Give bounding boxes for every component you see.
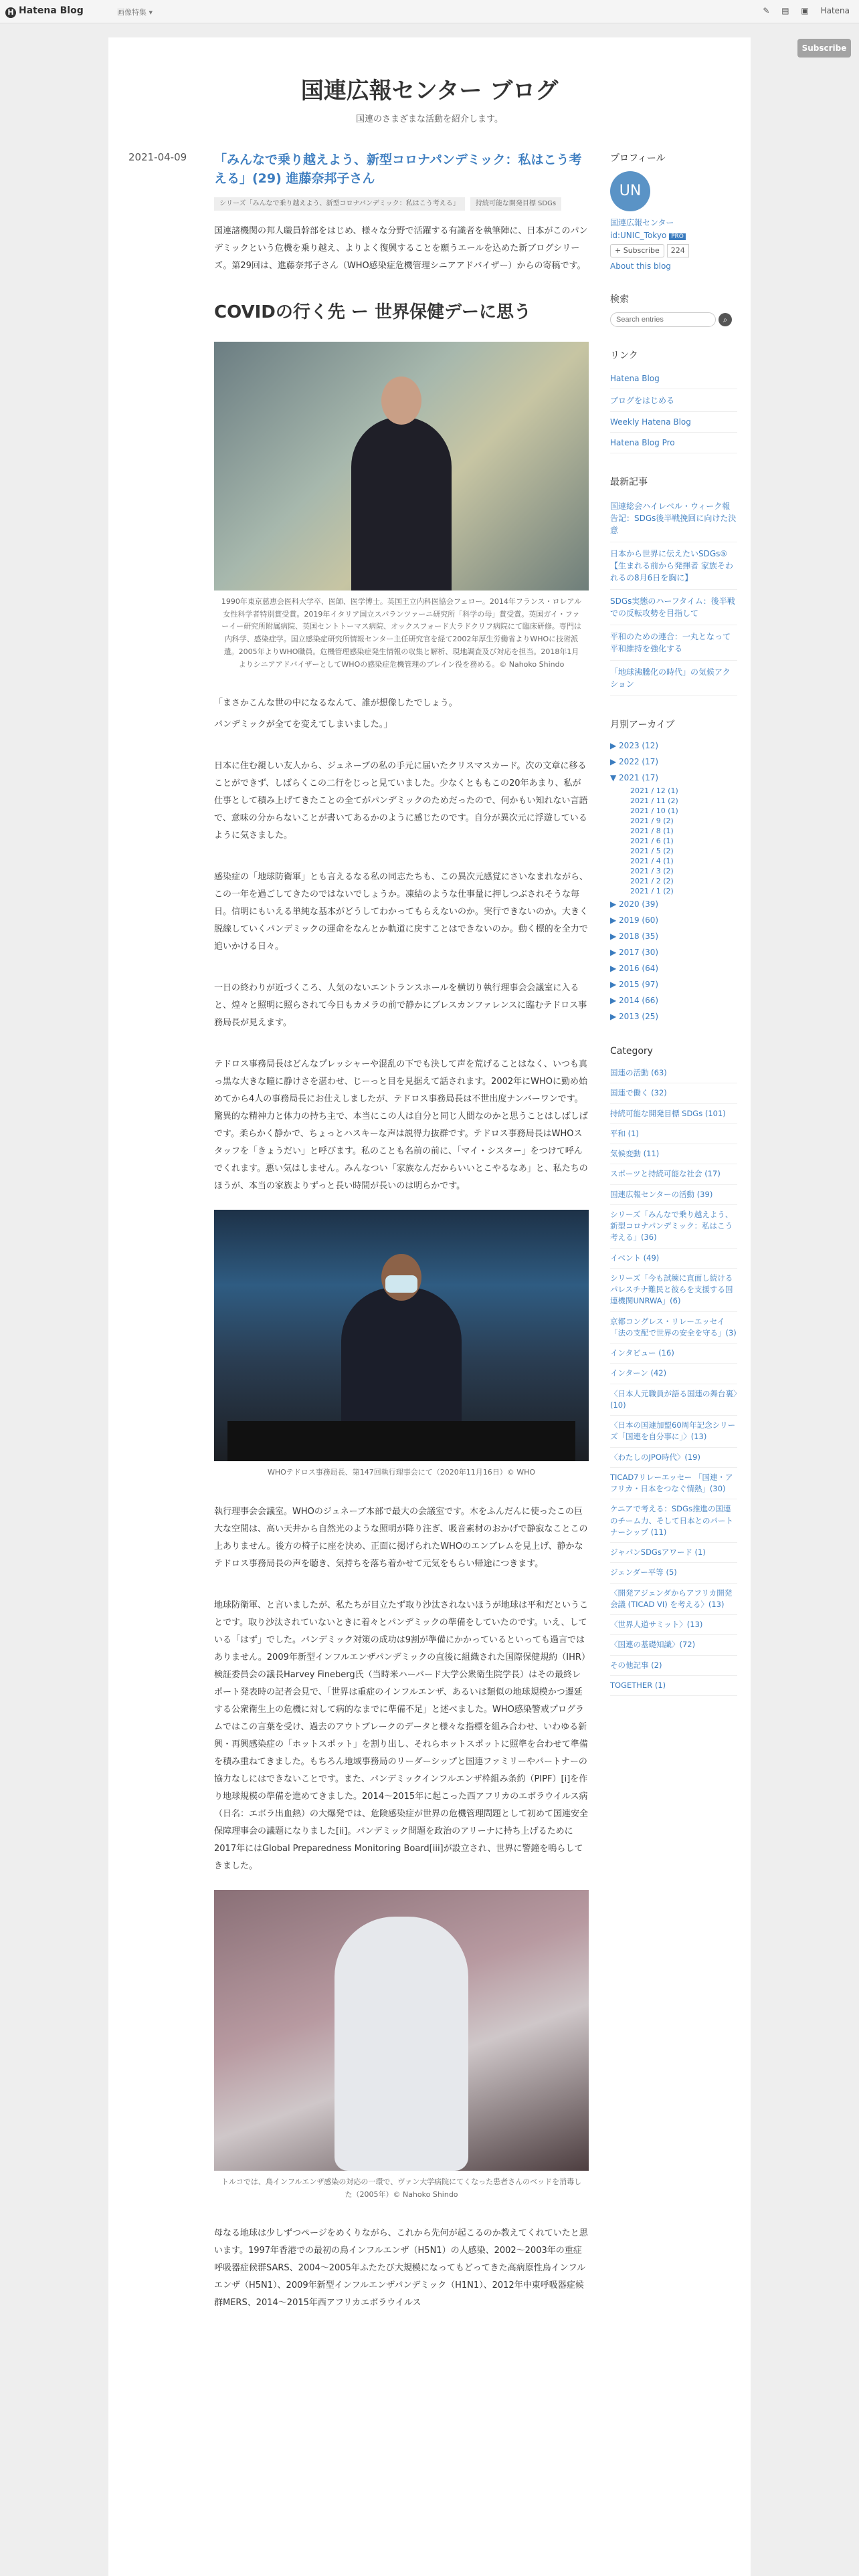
archive-year[interactable]: ▶ 2022 (17) xyxy=(610,757,659,766)
category-link[interactable]: 気候変動 (11) xyxy=(610,1149,660,1158)
archive-month[interactable]: 2021 / 12 (1) xyxy=(630,786,678,795)
category-link[interactable]: 〈日本の国連加盟60周年記念シリーズ「国連を自分事に」〉(13) xyxy=(610,1420,736,1442)
paragraph: 「まさかこんな世の中になるなんて、誰が想像したでしょう。 xyxy=(214,698,458,709)
blog-container xyxy=(108,37,751,2576)
notification-icon[interactable]: ▣ xyxy=(801,6,809,15)
portrait-photo xyxy=(214,342,589,591)
top-bar-right xyxy=(753,6,850,15)
paragraph: 感染症の「地球防衛軍」とも言えるなる私の同志たちも、この異次元感覚にさいなまれながら、この一年を過ごしてきたのではないでしょうか。凍結のような仕事量に押しつぶされそうな毎日。信明にもいえる単純な基本がどうしてわかってもらえないのか。実行できないのか。大きく脱線していくパンデミックの運命をなんとか軌道に戻すことはできないのか。動く標的を全力で追いかける日々。 xyxy=(214,872,589,952)
archive-month[interactable]: 2021 / 1 (2) xyxy=(630,887,674,895)
subscribe-row xyxy=(610,244,737,257)
photo-caption: 1990年東京慈恵会医科大学卒、医師、医学博士。英国王立内科医協会フェロー。2014年フランス・ロレアル女性科学者特別賞受賞。2019年イタリア国立スパランツァーニ研究所「科学の母」賞受賞。英国ガイ・ファーイー研究所附属病院、英国セントトーマス病院、オックスフォード大ラドクリフ病院にて臨床研修。専門は内科学、感染症学。国立感染症研究所情報センター主任研究官を経て2002年厚生労働省よりWHOに技術派遣。2005年よりWHO職員。危機管理感染症発生情報の収集と解析、現地調査及び対応を担当。2018年1月よりシニアアドバイザーとしてWHOの感染症危機管理のブレイン役を務める。© Nahoko Shindo xyxy=(221,597,582,669)
category-link[interactable]: イベント (49) xyxy=(610,1253,660,1263)
archive-year[interactable]: ▶ 2013 (25) xyxy=(610,1012,659,1021)
paragraph: テドロス事務局長はどんなプレッシャーや混乱の下でも決して声を荒げることはなく、いつも真っ黒な大きな瞳に静けさを湛わせ、じーっと目を見据えて話されます。2002年にWHOに勤め始めてから4人の事務局長にお仕えしましたが、テドロス事務局長は不世出度ナンバーワンです。驚異的な精神力と体力の持ち主で、本当にこの人は自分と同じ人間なのかと思うことはしばしばです。柔らかく静かで、ちょっとハスキーな声は説得力抜群です。テドロス事務局長はWHOスタッフを「きょうだい」と呼びます。私のことも名前の前に、「マイ・シスター」をつけて呼んでくれます。悪い気はしません。みんなつい「家族なんだからいいとこやるなあ」と、私たちのほうが、本当の家族よりずっと長い時間が長いのは明らかです。 xyxy=(214,1059,588,1192)
module-title: 最新記事 xyxy=(610,477,648,488)
module-title: 月別アーカイブ xyxy=(610,720,675,730)
recent-posts-module xyxy=(610,475,737,696)
recent-post-link[interactable]: 日本から世界に伝えたいSDGs⑤【生まれる前から発揮者 家族そわれるの8月6日を胸に】 xyxy=(610,549,733,582)
blog-description: 国連のさまざまな活動を紹介します。 xyxy=(356,114,503,124)
category-link[interactable]: ジェンダー平等 (5) xyxy=(610,1568,677,1578)
recent-post-link[interactable]: 「地球沸騰化の時代」の気候アクション xyxy=(610,667,731,689)
category-link[interactable]: ケニアで考える：SDGs推進の国連のチーム力、そして日本とのパートナーシップ (11) xyxy=(610,1504,733,1537)
link-item[interactable]: ブログをはじめる xyxy=(610,396,675,405)
archive-month[interactable]: 2021 / 10 (1) xyxy=(630,807,678,815)
profile-module xyxy=(610,151,737,271)
category-module xyxy=(610,1046,737,1696)
recent-post-link[interactable]: 国連総会ハイレベル・ウィーク報告記：SDGs後半戦挽回に向けた決意 xyxy=(610,502,737,535)
category-link[interactable]: 京都コングレス・リレーエッセイ「法の支配で世界の安全を守る」(3) xyxy=(610,1316,737,1337)
profile-name[interactable]: 国連広報センター xyxy=(610,218,674,227)
category-link[interactable]: ジャパンSDGsアワード (1) xyxy=(610,1547,706,1557)
paragraph: パンデミックが全てを変えてしまいました。」 xyxy=(214,720,393,730)
module-title: リンク xyxy=(610,350,638,361)
archive-year[interactable]: ▶ 2016 (64) xyxy=(610,964,659,973)
category-link[interactable]: TICAD7リレーエッセー 「国連・アフリカ・日本をつなぐ情熱」(30) xyxy=(610,1472,733,1493)
top-bar xyxy=(0,0,859,23)
paragraph: 執行理事会会議室。WHOのジュネーブ本部で最大の会議室です。木をふんだんに使ったこの巨大な空間は、高い天井から自然光のような照明が降り注ぎ、吸音素材のおかげで静寂なことこの上ありません。後方の椅子に座を決め、正面に掲げられたWHOのエンブレムを見上げ、静かなテドロス事務局長の声を聴き、気持ちを落ち着かせて元気をもらい帰途につきます。 xyxy=(214,1506,588,1569)
archive-month[interactable]: 2021 / 11 (2) xyxy=(630,796,678,805)
post-title[interactable]: 「みんなで乗り越えよう、新型コロナパンデミック：私はこう考える」(29) 進藤奈邦子さん xyxy=(214,152,582,186)
blog-header xyxy=(108,37,751,124)
post-date[interactable]: 2021-04-09 xyxy=(128,151,187,163)
logo-text: Hatena Blog xyxy=(19,5,84,16)
link-item[interactable]: Hatena Blog Pro xyxy=(610,438,675,447)
category-link[interactable]: 〈開発アジェンダからアフリカ開発会議 (TICAD VI) を考える〉(13) xyxy=(610,1588,733,1609)
category-tag[interactable]: 持続可能な開発目標 SDGs xyxy=(470,197,561,211)
sidebar-subscribe-button[interactable]: + Subscribe xyxy=(610,244,664,257)
recent-post-link[interactable]: 平和のための連合：一丸となって平和維持を強化する xyxy=(610,632,731,653)
category-link[interactable]: TOGETHER (1) xyxy=(610,1680,666,1690)
category-link[interactable]: 国連で働く (32) xyxy=(610,1088,667,1098)
article xyxy=(214,151,589,2327)
hatena-blog-logo[interactable] xyxy=(5,5,84,18)
link-item[interactable]: Hatena Blog xyxy=(610,374,660,383)
archive-month[interactable]: 2021 / 9 (2) xyxy=(630,817,674,825)
category-link[interactable]: スポーツと持続可能な社会 (17) xyxy=(610,1169,721,1179)
category-link[interactable]: 平和 (1) xyxy=(610,1128,639,1138)
paragraph: 日本に住む親しい友人から、ジュネーブの私の手元に届いたクリスマスカード。次の文章に移ることができず、しばらくこの二行をじっと見ていました。少なくとももこの20年あまり、私が仕事として積み上げてきたことの全てがパンデミックのためだったので、何かもい知れない言語で、意味の分からないことが書いてあるかのように感じたのです。自分が異次元に浮遊しているように気さました。 xyxy=(214,761,588,841)
intro-text: 国連諸機関の邦人職員幹部をはじめ、様々な分野で活躍する有識者を執筆陣に、日本がこのパンデミックという危機を乗り越え、よりよく復興することを願うエールを込めた新ブログシリーズ。第29回は、進藤奈邦子さん（WHO感染症危機管理シニアアドバイザー）からの寄稿です。 xyxy=(214,226,588,272)
category-link[interactable]: 持続可能な開発目標 SDGs (101) xyxy=(610,1108,726,1118)
paragraph: 母なる地球は少しずつページをめくりながら、これから先何が起こるのか教えてくれていたと思います。1997年香港での最初の鳥インフルエンザ（H5N1）の人感染、2002〜2003年の重症呼吸器症候群SARS、2004〜2005年ふたたび大規模になってもどってきた高病原性鳥インフルエンザ（H5N1）、2009年新型インフルエンザパンデミック（H1N1）、2012年中東呼吸器症候群MERS、2014〜2015年西アフリカエボラウイルス xyxy=(214,2228,588,2309)
recent-post-link[interactable]: SDGs実態のハーフタイム：後半戦での反転攻勢を目指して xyxy=(610,597,735,618)
avatar[interactable]: UN xyxy=(610,171,650,211)
paragraph: 一日の終わりが近づくころ、人気のないエントランスホールを横切り執行理事会会議室に入ると、煌々と照明に照らされて今日もカメラの前で静かにブレスカンファレンスに臨むテドロス事務局長が見えます。 xyxy=(214,983,587,1029)
person-figure xyxy=(351,417,452,591)
category-link[interactable]: 〈国連の基礎知識〉(72) xyxy=(610,1640,696,1650)
edit-icon[interactable]: ✎ xyxy=(763,6,770,15)
archive-year[interactable]: ▶ 2020 (39) xyxy=(610,899,659,909)
subscriber-count: 224 xyxy=(667,244,689,257)
archive-year[interactable]: ▶ 2018 (35) xyxy=(610,932,659,941)
archive-module xyxy=(610,718,737,1025)
category-link[interactable]: その他記事 (2) xyxy=(610,1660,662,1670)
paragraph: 地球防衛軍、と言いましたが、私たちが目立たず取り沙汰されないほうが地球は平和だということです。取り沙汰されていないときに着々とパンデミックの準備をしていたのです。いえ、している「はず」でした。パンデミック対策の成功は9割が準備にかかっているといっても過言ではありません。2009年新型インフルエンザパンデミックの直後に組織された国際保健規約（IHR）検証委員会の議長Harvey Fineberg氏（当時米ハーバード大学公衆衛生院学長）はその最終レポート発表時の記者会見で、「世界は重症のインフルエンザ、あるいは類似の地球規模かつ遷延する公衆衛生上の危機に対して病的なまでに準備不足」と述べました。WHO感染警戒プログラムではこの言葉を受け、過去のアウトブレークのデータと様々な指標を組み合わせ、いわゆる新興・再興感染症の「ホットスポット」を割り出し、それらホットスポットに照準を合わせて準備を積み重ねてきました。もちろん地域事務局のリーダーシップと国連ファミリーやパートナーの協力なしにはできないことです。また、パンデミックインフルエンザ枠組み条約（PIPF）[i]を作り地球規模の準備を進めてきました。2014〜2015年に起こった西アフリカのエボラウイルス病（日名：エボラ出血熱）の大爆発では、危険感染症が世界の危機管理問題として初めて国連安全保障理事会の議題になりました[ii]。パンデミック問題を政治のアリーナに持ち上げるために2017年にはGlobal Preparedness Monitoring Board[iii]が設立され、世界に警鐘を鳴らしてきました。 xyxy=(214,1600,589,1871)
archive-year[interactable]: ▶ 2015 (97) xyxy=(610,980,659,989)
article-heading: COVIDの行く先 ー 世界保健デーに思う xyxy=(214,302,531,323)
archive-year[interactable]: ▶ 2019 (60) xyxy=(610,916,659,925)
category-link[interactable]: 国連広報センターの活動 (39) xyxy=(610,1189,713,1199)
feature-selector[interactable]: 画像特集 ▾ xyxy=(117,8,153,17)
archive-year[interactable]: ▶ 2023 (12) xyxy=(610,741,659,750)
archive-month[interactable]: 2021 / 6 (1) xyxy=(630,837,674,845)
category-link[interactable]: シリーズ「今も試練に直面し続けるパレスチナ難民と彼らを支援する国連機関UNRWA」(6) xyxy=(610,1273,733,1306)
search-module xyxy=(610,292,737,327)
dashboard-icon[interactable]: ▤ xyxy=(781,6,789,15)
links-module xyxy=(610,348,737,453)
archive-year[interactable]: ▶ 2014 (66) xyxy=(610,996,659,1005)
archive-year[interactable]: ▶ 2017 (30) xyxy=(610,948,659,957)
module-title: プロフィール xyxy=(610,153,666,164)
category-tag[interactable]: シリーズ「みんなで乗り越えよう、新型コロナパンデミック：私はこう考える」 xyxy=(214,197,465,211)
hatena-logo-icon: H xyxy=(5,7,16,18)
about-link[interactable]: About this blog xyxy=(610,261,671,271)
photo-caption: WHOテドロス事務局長、第147回執行理事会にて（2020年11月16日）© WHO xyxy=(267,1468,536,1477)
category-link[interactable]: 〈日本人元職員が語る国連の舞台裏〉(10) xyxy=(610,1388,737,1410)
sidebar xyxy=(610,151,737,1717)
hatena-account-link[interactable]: Hatena xyxy=(820,6,850,15)
search-input[interactable] xyxy=(610,312,716,327)
profile-id[interactable]: id:UNIC_Tokyo xyxy=(610,231,667,240)
hazmat-photo xyxy=(214,1890,589,2171)
archive-month[interactable]: 2021 / 4 (1) xyxy=(630,857,674,865)
category-link[interactable]: 〈世界人道サミット〉(13) xyxy=(610,1620,703,1629)
archive-year[interactable]: ▼ 2021 (17) xyxy=(610,773,659,782)
search-icon[interactable]: ⌕ xyxy=(719,313,732,326)
category-link[interactable]: シリーズ「みんなで乗り越えよう、新型コロナパンデミック：私はこう考える」(36) xyxy=(610,1209,733,1243)
pro-badge: PRO xyxy=(669,233,686,240)
category-link[interactable]: 国連の活動 (63) xyxy=(610,1068,667,1077)
photo-caption: トルコでは、鳥インフルエンザ感染の対応の一環で、ヴァン大学病院にてくなった患者さんのベッドを消毒した（2005年）© Nahoko Shindo xyxy=(221,2177,582,2199)
archive-month[interactable]: 2021 / 8 (1) xyxy=(630,827,674,835)
blog-title[interactable]: 国連広報センター ブログ xyxy=(300,78,559,104)
category-link[interactable]: 〈わたしのJPO時代〉(19) xyxy=(610,1452,700,1462)
module-title: 検索 xyxy=(610,294,629,305)
person-figure xyxy=(335,1917,468,2171)
category-link[interactable]: インタビュー (16) xyxy=(610,1348,674,1358)
archive-month[interactable]: 2021 / 3 (2) xyxy=(630,867,674,875)
post-categories xyxy=(214,195,589,213)
archive-month[interactable]: 2021 / 2 (2) xyxy=(630,877,674,885)
tedros-photo xyxy=(214,1210,589,1461)
search-form xyxy=(610,312,737,327)
link-item[interactable]: Weekly Hatena Blog xyxy=(610,417,691,427)
module-title: Category xyxy=(610,1046,653,1057)
archive-month[interactable]: 2021 / 5 (2) xyxy=(630,847,674,855)
subscribe-button[interactable]: Subscribe xyxy=(797,39,851,58)
category-link[interactable]: インターン (42) xyxy=(610,1368,667,1378)
